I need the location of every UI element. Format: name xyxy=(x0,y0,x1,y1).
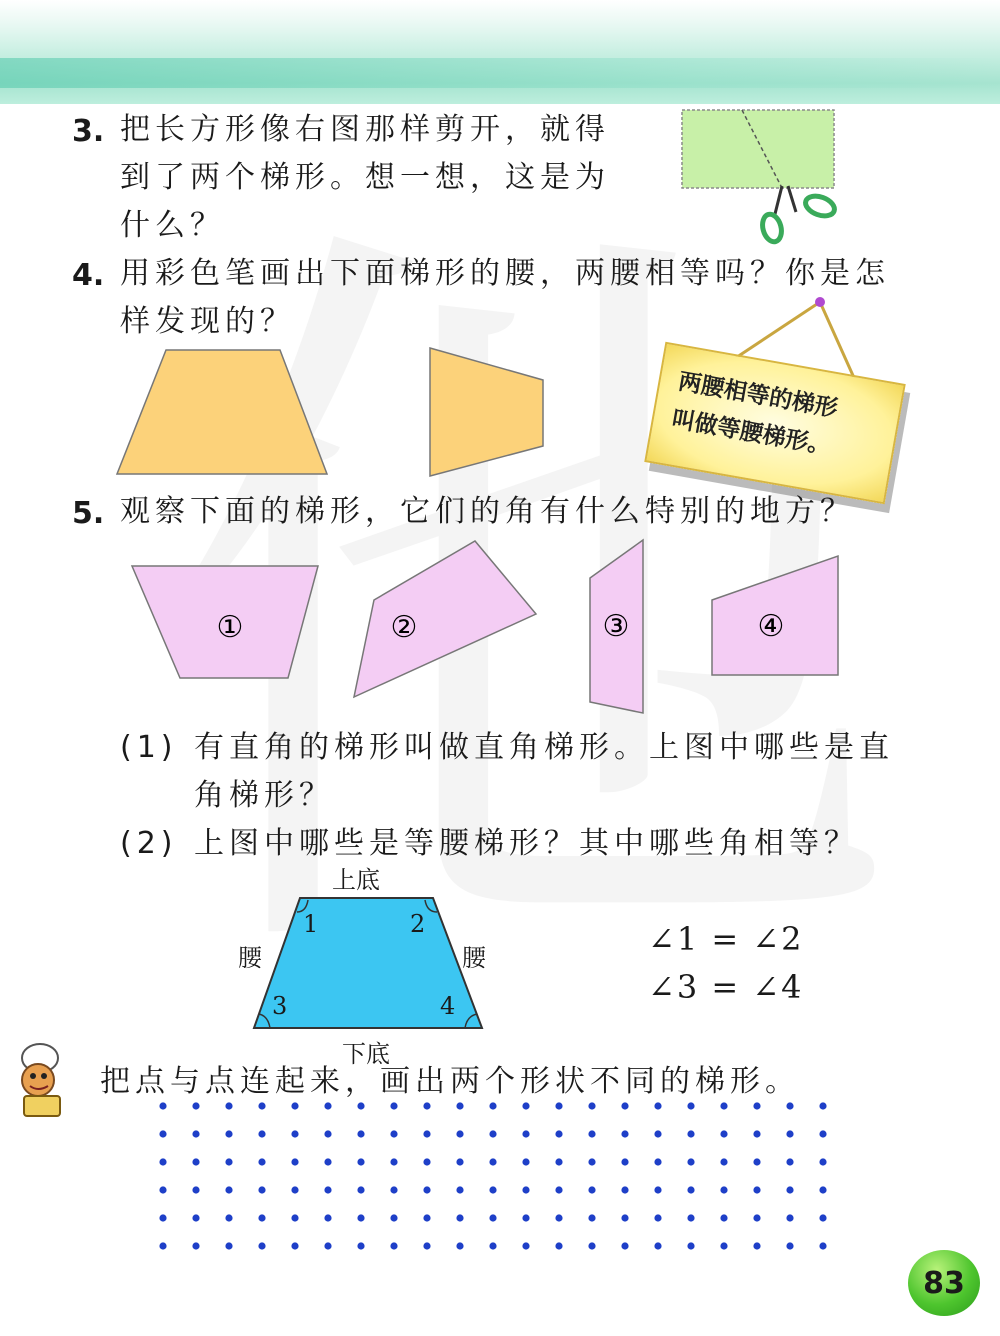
grid-dot[interactable] xyxy=(654,1186,661,1193)
grid-dot[interactable] xyxy=(786,1214,793,1221)
grid-dot[interactable] xyxy=(720,1130,727,1137)
grid-dot[interactable] xyxy=(357,1130,364,1137)
grid-dot[interactable] xyxy=(225,1102,232,1109)
grid-dot[interactable] xyxy=(456,1158,463,1165)
grid-dot[interactable] xyxy=(522,1158,529,1165)
angle-4-label: 4 xyxy=(440,992,456,1020)
q3-line-2: 到了两个梯形。想一想，这是为 xyxy=(120,160,610,195)
grid-dot[interactable] xyxy=(621,1130,628,1137)
grid-dot[interactable] xyxy=(819,1242,826,1249)
grid-dot[interactable] xyxy=(753,1158,760,1165)
grid-dot[interactable] xyxy=(291,1130,298,1137)
grid-dot[interactable] xyxy=(159,1130,166,1137)
grid-dot[interactable] xyxy=(819,1130,826,1137)
q3-number: 3. xyxy=(72,114,105,149)
grid-dot[interactable] xyxy=(489,1158,496,1165)
q5-sub2-text: 上图中哪些是等腰梯形？其中哪些角相等？ xyxy=(194,826,859,861)
grid-dot[interactable] xyxy=(324,1158,331,1165)
grid-dot[interactable] xyxy=(456,1214,463,1221)
grid-dot[interactable] xyxy=(555,1158,562,1165)
grid-dot[interactable] xyxy=(324,1102,331,1109)
grid-dot[interactable] xyxy=(753,1214,760,1221)
equation-1: ∠1 = ∠2 xyxy=(648,920,804,958)
trapezoid-4-label: ④ xyxy=(757,609,785,644)
grid-dot[interactable] xyxy=(786,1242,793,1249)
grid-dot[interactable] xyxy=(819,1102,826,1109)
grid-dot[interactable] xyxy=(720,1186,727,1193)
q5-text: 观察下面的梯形，它们的角有什么特别的地方？ xyxy=(120,494,855,529)
grid-dot[interactable] xyxy=(753,1130,760,1137)
grid-dot[interactable] xyxy=(522,1130,529,1137)
grid-dot[interactable] xyxy=(621,1186,628,1193)
grid-dot[interactable] xyxy=(786,1186,793,1193)
grid-dot[interactable] xyxy=(159,1102,166,1109)
left-leg-label: 腰 xyxy=(238,944,262,972)
grid-dot[interactable] xyxy=(687,1186,694,1193)
grid-dot[interactable] xyxy=(324,1186,331,1193)
grid-dot[interactable] xyxy=(753,1242,760,1249)
grid-dot[interactable] xyxy=(159,1186,166,1193)
grid-dot[interactable] xyxy=(357,1158,364,1165)
grid-dot[interactable] xyxy=(456,1102,463,1109)
grid-dot[interactable] xyxy=(291,1158,298,1165)
q4-line-1: 用彩色笔画出下面梯形的腰，两腰相等吗？你是怎 xyxy=(120,256,890,291)
grid-dot[interactable] xyxy=(687,1214,694,1221)
grid-dot[interactable] xyxy=(390,1158,397,1165)
grid-dot[interactable] xyxy=(456,1242,463,1249)
trapezoid-2-label: ② xyxy=(390,610,418,645)
grid-dot[interactable] xyxy=(357,1102,364,1109)
q5-sub1-number: (1) xyxy=(120,730,178,765)
grid-dot[interactable] xyxy=(258,1242,265,1249)
grid-dot[interactable] xyxy=(258,1130,265,1137)
angle-2-label: 2 xyxy=(410,910,426,938)
q3-line-1: 把长方形像右图那样剪开，就得 xyxy=(120,112,610,147)
grid-dot[interactable] xyxy=(423,1102,430,1109)
grid-dot[interactable] xyxy=(192,1214,199,1221)
grid-dot[interactable] xyxy=(423,1242,430,1249)
grid-dot[interactable] xyxy=(753,1186,760,1193)
grid-dot[interactable] xyxy=(258,1158,265,1165)
grid-dot[interactable] xyxy=(225,1242,232,1249)
grid-dot[interactable] xyxy=(654,1130,661,1137)
grid-dot[interactable] xyxy=(456,1130,463,1137)
grid-dot[interactable] xyxy=(192,1186,199,1193)
page-number: 83 xyxy=(908,1250,980,1316)
grid-dot[interactable] xyxy=(588,1186,595,1193)
angle-3-label: 3 xyxy=(272,992,288,1020)
grid-dot[interactable] xyxy=(423,1130,430,1137)
bottom-base-label: 下底 xyxy=(342,1040,390,1068)
dot-grid[interactable] xyxy=(155,1098,830,1258)
grid-dot[interactable] xyxy=(159,1158,166,1165)
grid-dot[interactable] xyxy=(225,1130,232,1137)
grid-dot[interactable] xyxy=(390,1242,397,1249)
top-base-label: 上底 xyxy=(332,866,380,894)
grid-dot[interactable] xyxy=(720,1242,727,1249)
grid-dot[interactable] xyxy=(555,1186,562,1193)
equation-2: ∠3 = ∠4 xyxy=(648,968,804,1006)
grid-dot[interactable] xyxy=(489,1102,496,1109)
trapezoid-3-label: ③ xyxy=(602,609,630,644)
grid-dot[interactable] xyxy=(687,1242,694,1249)
q5-number: 5. xyxy=(72,496,105,531)
grid-dot[interactable] xyxy=(786,1130,793,1137)
grid-dot[interactable] xyxy=(621,1158,628,1165)
grid-dot[interactable] xyxy=(258,1186,265,1193)
grid-dot[interactable] xyxy=(555,1102,562,1109)
q4-number: 4. xyxy=(72,258,105,293)
grid-dot[interactable] xyxy=(654,1158,661,1165)
sign-line-1: 两腰相等的梯形 xyxy=(676,368,840,423)
grid-dot[interactable] xyxy=(720,1214,727,1221)
grid-dot[interactable] xyxy=(324,1130,331,1137)
grid-dot[interactable] xyxy=(489,1130,496,1137)
right-leg-label: 腰 xyxy=(462,944,486,972)
grid-dot[interactable] xyxy=(192,1158,199,1165)
grid-dot[interactable] xyxy=(588,1214,595,1221)
grid-dot[interactable] xyxy=(786,1158,793,1165)
grid-dot[interactable] xyxy=(423,1158,430,1165)
grid-dot[interactable] xyxy=(819,1214,826,1221)
grid-dot[interactable] xyxy=(522,1214,529,1221)
grid-dot[interactable] xyxy=(159,1242,166,1249)
grid-dot[interactable] xyxy=(588,1242,595,1249)
grid-dot[interactable] xyxy=(654,1214,661,1221)
grid-dot[interactable] xyxy=(291,1102,298,1109)
grid-dot[interactable] xyxy=(687,1130,694,1137)
grid-dot[interactable] xyxy=(225,1214,232,1221)
grid-dot[interactable] xyxy=(291,1214,298,1221)
grid-dot[interactable] xyxy=(786,1102,793,1109)
grid-dot[interactable] xyxy=(192,1242,199,1249)
grid-dot[interactable] xyxy=(522,1242,529,1249)
angle-1-label: 1 xyxy=(303,910,319,938)
trapezoid-1-label: ① xyxy=(216,610,244,645)
grid-dot[interactable] xyxy=(687,1158,694,1165)
grid-dot[interactable] xyxy=(258,1102,265,1109)
grid-dot[interactable] xyxy=(555,1130,562,1137)
grid-dot[interactable] xyxy=(654,1102,661,1109)
grid-dot[interactable] xyxy=(192,1102,199,1109)
grid-dot[interactable] xyxy=(357,1214,364,1221)
grid-dot[interactable] xyxy=(225,1158,232,1165)
grid-dot[interactable] xyxy=(192,1130,199,1137)
grid-dot[interactable] xyxy=(489,1214,496,1221)
q5-sub1-line-2: 角梯形？ xyxy=(194,778,334,813)
grid-dot[interactable] xyxy=(489,1186,496,1193)
grid-dot[interactable] xyxy=(291,1186,298,1193)
mascot-icon xyxy=(10,1040,70,1120)
q5-sub2-number: (2) xyxy=(120,826,178,861)
grid-dot[interactable] xyxy=(555,1214,562,1221)
grid-dot[interactable] xyxy=(621,1214,628,1221)
grid-dot[interactable] xyxy=(390,1214,397,1221)
grid-dot[interactable] xyxy=(225,1186,232,1193)
grid-dot[interactable] xyxy=(588,1158,595,1165)
grid-dot[interactable] xyxy=(522,1102,529,1109)
grid-dot[interactable] xyxy=(753,1102,760,1109)
q3-line-3: 什么？ xyxy=(120,208,225,243)
grid-dot[interactable] xyxy=(159,1214,166,1221)
grid-dot[interactable] xyxy=(621,1102,628,1109)
grid-dot[interactable] xyxy=(654,1242,661,1249)
grid-dot[interactable] xyxy=(819,1186,826,1193)
activity-text: 把点与点连起来，画出两个形状不同的梯形。 xyxy=(100,1064,800,1099)
grid-dot[interactable] xyxy=(423,1186,430,1193)
grid-dot[interactable] xyxy=(390,1130,397,1137)
grid-dot[interactable] xyxy=(720,1102,727,1109)
grid-dot[interactable] xyxy=(588,1102,595,1109)
grid-dot[interactable] xyxy=(324,1214,331,1221)
grid-dot[interactable] xyxy=(555,1242,562,1249)
grid-dot[interactable] xyxy=(720,1158,727,1165)
grid-dot[interactable] xyxy=(819,1158,826,1165)
grid-dot[interactable] xyxy=(522,1186,529,1193)
grid-dot[interactable] xyxy=(456,1186,463,1193)
grid-dot[interactable] xyxy=(489,1242,496,1249)
grid-dot[interactable] xyxy=(357,1186,364,1193)
grid-dot[interactable] xyxy=(621,1242,628,1249)
sign-line-2: 叫做等腰梯形。 xyxy=(669,406,833,460)
grid-dot[interactable] xyxy=(390,1102,397,1109)
grid-dot[interactable] xyxy=(258,1214,265,1221)
q4-line-2: 样发现的？ xyxy=(120,304,295,339)
q5-sub1-line-1: 有直角的梯形叫做直角梯形。上图中哪些是直 xyxy=(194,730,894,765)
grid-dot[interactable] xyxy=(588,1130,595,1137)
grid-dot[interactable] xyxy=(423,1214,430,1221)
grid-dot[interactable] xyxy=(390,1186,397,1193)
grid-dot[interactable] xyxy=(291,1242,298,1249)
grid-dot[interactable] xyxy=(324,1242,331,1249)
grid-dot[interactable] xyxy=(357,1242,364,1249)
grid-dot[interactable] xyxy=(687,1102,694,1109)
